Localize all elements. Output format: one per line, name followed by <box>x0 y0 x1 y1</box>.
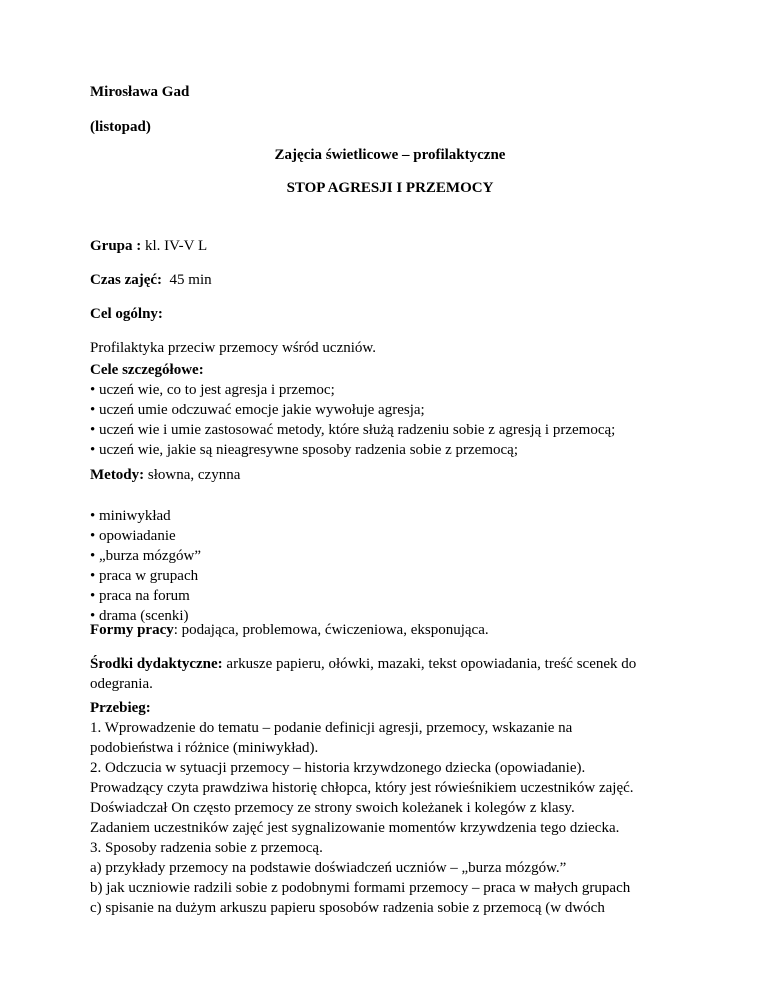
month-label <box>90 117 151 137</box>
teaching-aids-line-2: odegrania. <box>90 676 153 692</box>
method-item: • praca na forum <box>90 588 190 604</box>
general-goal-text: Profilaktyka przeciw przemocy wśród uczniów. <box>90 340 377 356</box>
specific-goal-item: • uczeń wie, jakie są nieagresywne sposoby radzenia sobie z przemocą; <box>90 442 518 458</box>
lesson-course-label: Przebieg: <box>90 700 151 716</box>
course-line: Prowadzący czyta prawdziwa historię chłopca, który jest rówieśnikiem uczestników zajęć. <box>90 780 634 796</box>
specific-goal-item: • uczeń wie i umie zastosować metody, które służą radzeniu sobie z agresją i przemocą; <box>90 422 616 438</box>
specific-goals-heading <box>90 360 615 380</box>
time-line <box>90 270 212 290</box>
course-line: a) przykłady przemocy na podstawie doświadczeń uczniów – „burza mózgów.” <box>90 860 567 876</box>
document-title <box>90 178 690 198</box>
course-line: podobieństwa i różnice (miniwykład). <box>90 740 319 756</box>
document-page <box>90 0 690 994</box>
general-goal-heading <box>90 304 163 324</box>
document-subtitle <box>90 145 690 165</box>
method-item: • opowiadanie <box>90 528 176 544</box>
course-line: Zadaniem uczestników zajęć jest sygnalizowanie momentów krzywdzenia tego dziecka. <box>90 820 620 836</box>
lesson-course-section <box>90 698 700 918</box>
teaching-aids-label: Środki dydaktyczne: <box>90 656 223 672</box>
month-text: (listopad) <box>90 119 151 135</box>
method-item: • „burza mózgów” <box>90 548 202 564</box>
author-name <box>90 82 189 102</box>
subtitle-text: Zajęcia świetlicowe – profilaktyczne <box>274 147 506 163</box>
specific-goal-item: • uczeń wie, co to jest agresja i przemoc; <box>90 382 335 398</box>
time-label: Czas zajęć: <box>90 272 163 288</box>
general-goal-label: Cel ogólny: <box>90 306 163 322</box>
method-item: • drama (scenki) <box>90 608 189 624</box>
course-line: 1. Wprowadzenie do tematu – podanie definicji agresji, przemocy, wskazanie na <box>90 720 573 736</box>
specific-goals-label: Cele szczegółowe: <box>90 362 204 378</box>
course-line: Doświadczał On często przemocy ze strony swoich koleżanek i kolegów z klasy. <box>90 800 575 816</box>
work-forms-value: : podająca, problemowa, ćwiczeniowa, eksponująca. <box>173 622 489 638</box>
course-line: 2. Odczucia w sytuacji przemocy – historia krzywdzonego dziecka (opowiadanie). <box>90 760 586 776</box>
teaching-aids-value: arkusze papieru, ołówki, mazaki, tekst opowiadania, treść scenek do <box>222 656 637 672</box>
teaching-aids-section <box>90 654 700 694</box>
course-line: c) spisanie na dużym arkuszu papieru sposobów radzenia sobie z przemocą (w dwóch <box>90 900 605 916</box>
methods-list <box>90 506 201 626</box>
methods-label: Metody: <box>90 467 145 483</box>
course-line: b) jak uczniowie radzili sobie z podobnymi formami przemocy – praca w małych grupach <box>90 880 631 896</box>
group-value: kl. IV-V L <box>141 238 208 254</box>
method-item: • miniwykład <box>90 508 171 524</box>
author-name-text: Mirosława Gad <box>90 84 190 100</box>
specific-goals-section <box>90 360 615 460</box>
title-text: STOP AGRESJI I PRZEMOCY <box>286 180 494 196</box>
methods-line <box>90 465 240 485</box>
methods-value: słowna, czynna <box>144 467 241 483</box>
group-line <box>90 236 207 256</box>
specific-goal-item: • uczeń umie odczuwać emocje jakie wywołuje agresja; <box>90 402 425 418</box>
work-forms-label: Formy pracy <box>90 622 174 638</box>
method-item: • praca w grupach <box>90 568 199 584</box>
lesson-course-heading <box>90 698 700 718</box>
work-forms-line <box>90 620 489 640</box>
course-line: 3. Sposoby radzenia sobie z przemocą. <box>90 840 323 856</box>
group-label: Grupa : <box>90 238 142 254</box>
teaching-aids-line-1 <box>90 654 700 674</box>
time-value: 45 min <box>162 272 212 288</box>
